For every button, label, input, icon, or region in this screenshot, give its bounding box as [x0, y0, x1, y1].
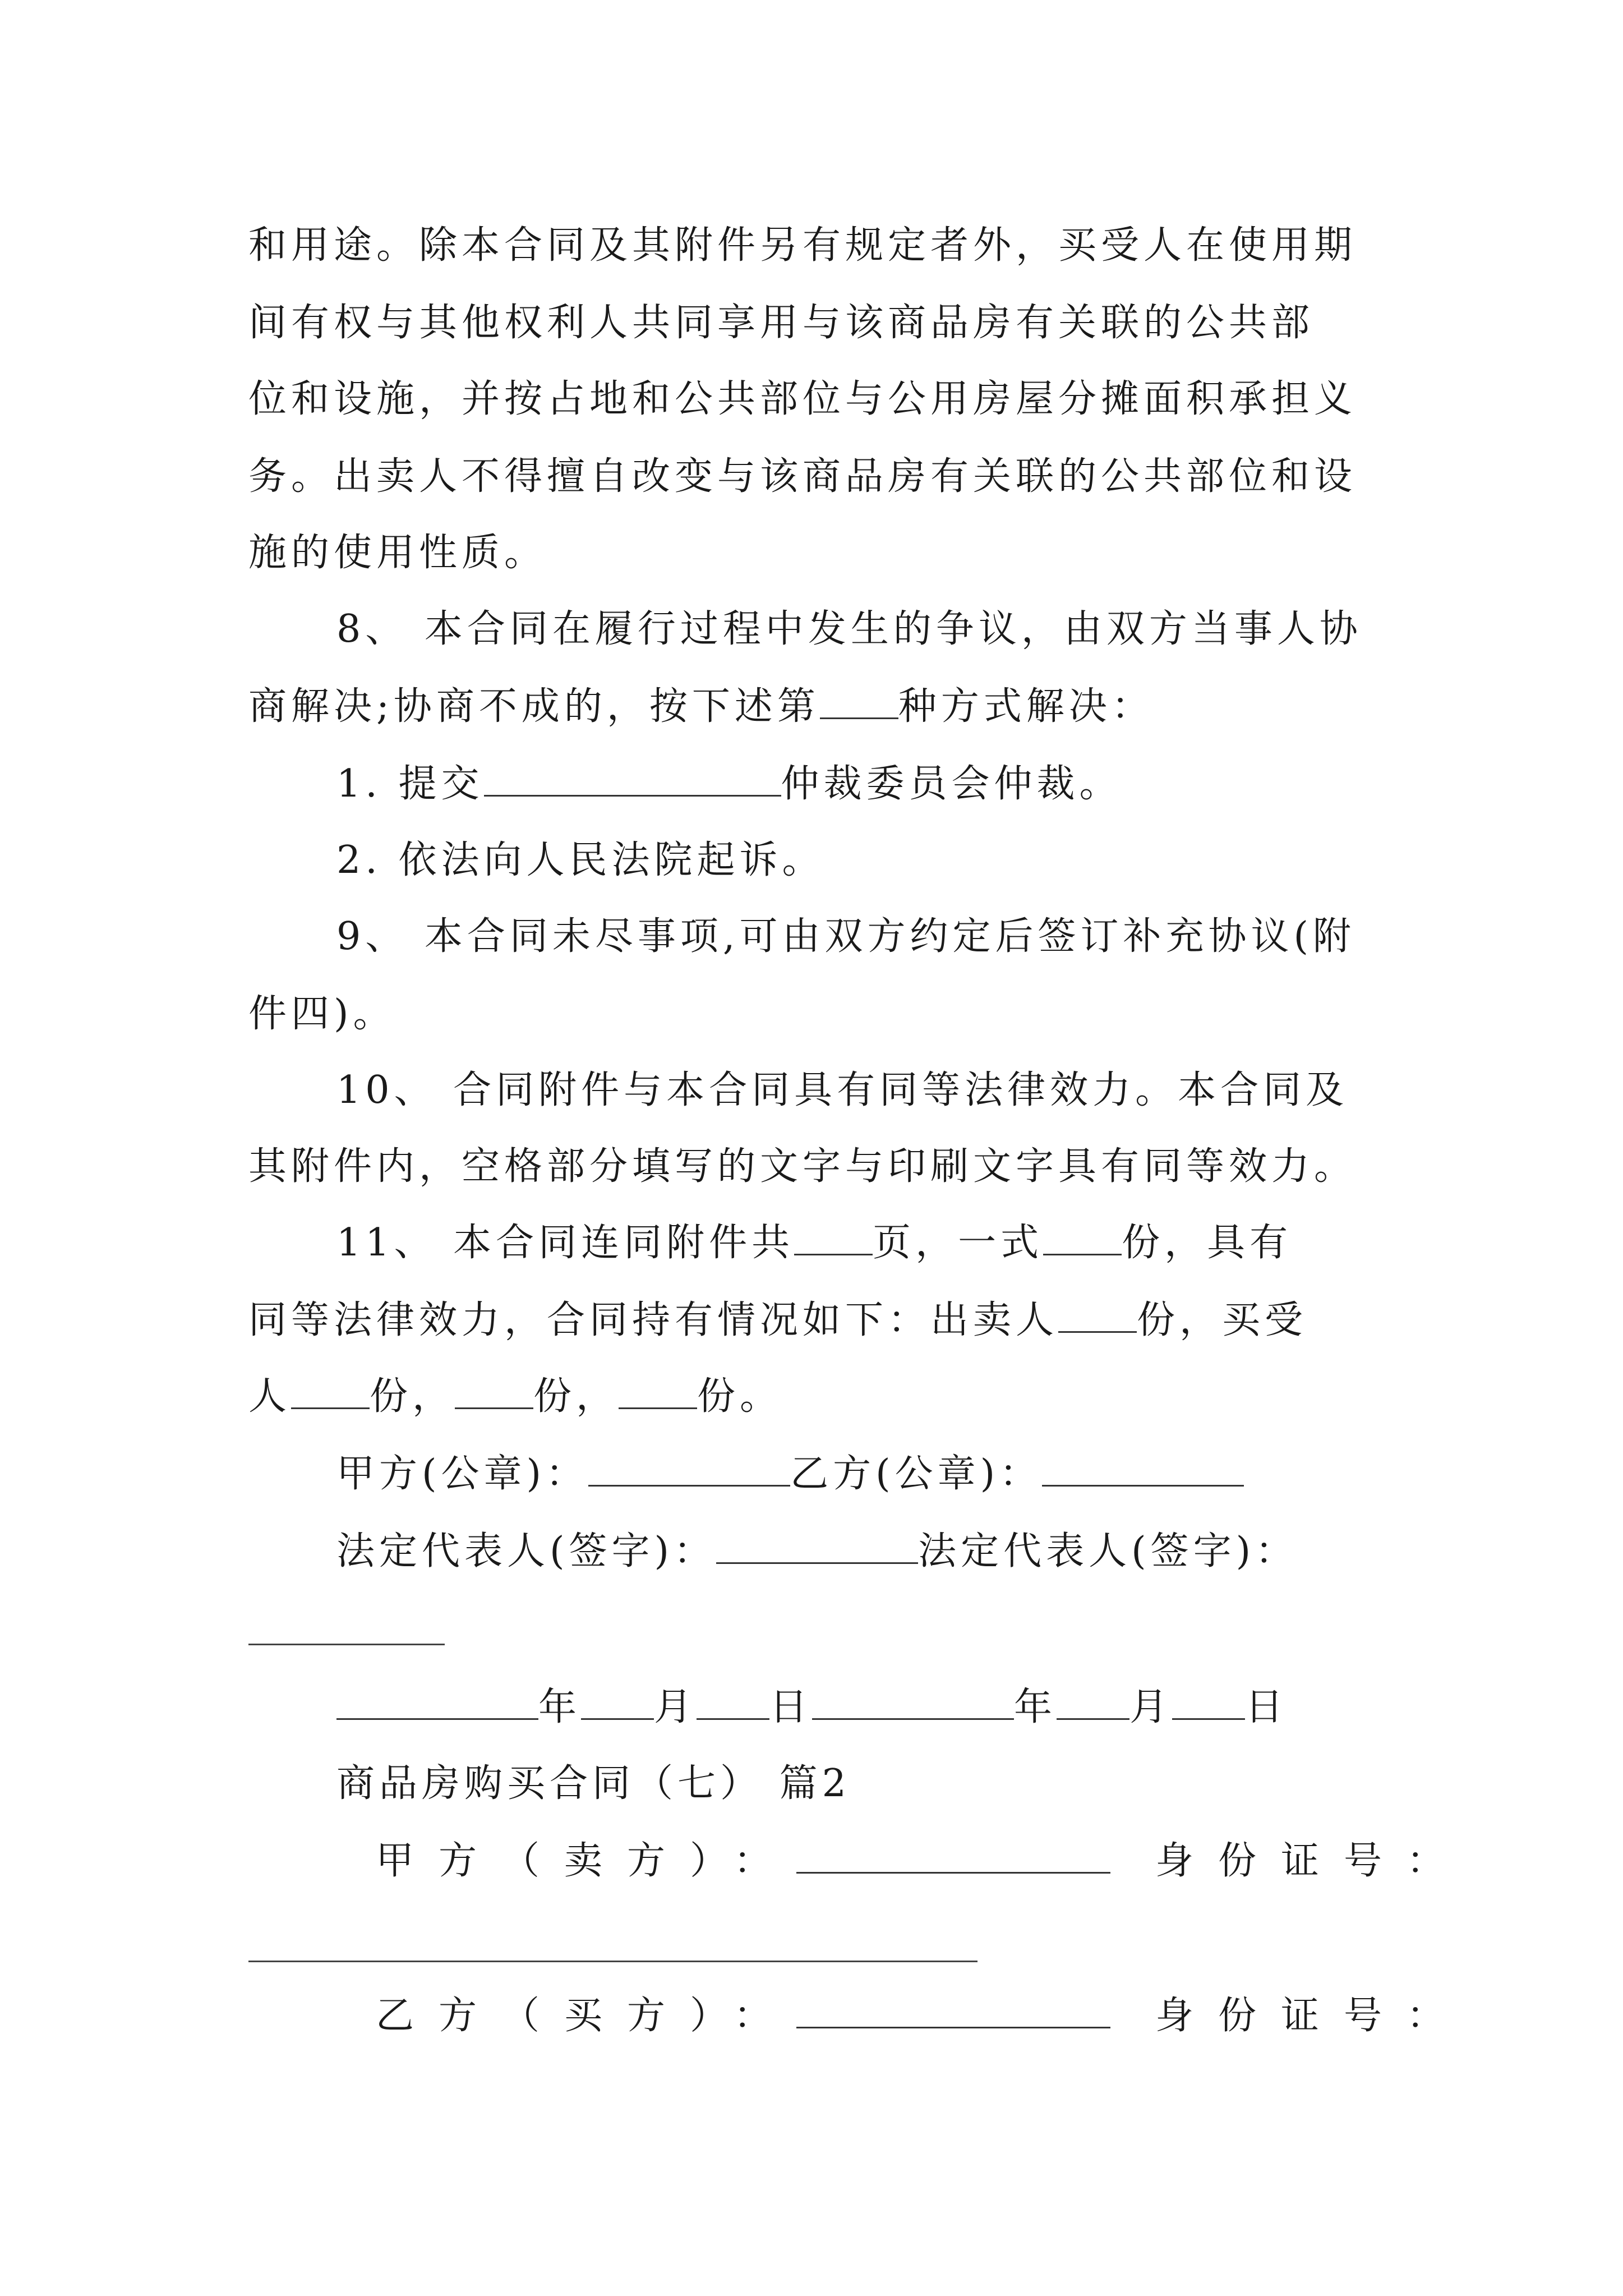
signature-line — [336, 1529, 1298, 1574]
party-b-line — [376, 1994, 1469, 2039]
clause-9-line: 9、 本合同未尽事项,可由双方约定后签订补充协议(附 — [336, 914, 1356, 959]
day-label: 日 — [1245, 1685, 1288, 1729]
id-number-label: 身份证号： — [1155, 1994, 1470, 2038]
text-segment: 份。 — [697, 1374, 783, 1419]
text-segment: 份，具有 — [1122, 1221, 1293, 1265]
party-b-seal-blank[interactable] — [1042, 1452, 1244, 1487]
month-label: 月 — [654, 1685, 697, 1729]
clause-8-line: 8、 本合同在履行过程中发生的争议，由双方当事人协 — [336, 607, 1362, 651]
text-segment: 商解决;协商不成的，按下述第 — [248, 684, 820, 729]
signature-continuation-blank[interactable] — [248, 1644, 445, 1645]
paragraph-line: 间有权与其他权利人共同享用与该商品房有关联的公共部 — [248, 301, 1315, 345]
text-segment: 种方式解决： — [898, 684, 1154, 729]
party-a-rep-label: 法定代表人(签字)： — [336, 1529, 717, 1573]
seal-line — [336, 1452, 1244, 1497]
clause-9-line: 件四)。 — [248, 992, 396, 1036]
paragraph-line: 位和设施，并按占地和公共部位与公用房屋分摊面积承担义 — [248, 377, 1357, 421]
party-b-seal-label: 乙方(公章)： — [790, 1452, 1043, 1496]
party-a-line — [376, 1839, 1469, 1884]
year-blank[interactable] — [336, 1686, 538, 1720]
fill-blank[interactable] — [820, 685, 898, 719]
month-blank[interactable] — [1057, 1686, 1129, 1720]
party-a-seal-label: 甲方(公章)： — [336, 1452, 589, 1496]
paragraph-line: 施的使用性质。 — [248, 531, 547, 575]
clause-11-line — [248, 1374, 782, 1419]
party-a-label: 甲方（卖方）： — [376, 1839, 797, 1883]
text-segment: 人 — [248, 1374, 292, 1419]
fill-blank[interactable] — [455, 1375, 533, 1409]
text-segment: 仲裁委员会仲裁。 — [781, 762, 1122, 806]
fill-blank[interactable] — [484, 762, 781, 797]
text-segment: 11、 本合同连同附件共 — [336, 1221, 795, 1265]
fill-blank[interactable] — [1058, 1299, 1137, 1333]
month-blank[interactable] — [581, 1686, 654, 1720]
party-a-rep-blank[interactable] — [716, 1530, 918, 1564]
party-b-label: 乙方（买方）： — [376, 1994, 797, 2038]
party-b-name-blank[interactable] — [796, 1994, 1110, 2028]
clause-10-line: 10、 合同附件与本合同具有同等法律效力。本合同及 — [336, 1068, 1349, 1112]
paragraph-line: 和用途。除本合同及其附件另有规定者外，买受人在使用期 — [248, 223, 1357, 268]
option-1-line — [336, 762, 1122, 807]
party-a-id-blank[interactable] — [248, 1961, 978, 1962]
text-segment: 份， — [370, 1374, 455, 1419]
year-label: 年 — [1014, 1685, 1057, 1729]
clause-11-line — [248, 1298, 1307, 1343]
year-blank[interactable] — [812, 1686, 1014, 1720]
clause-11-line — [336, 1221, 1292, 1266]
paragraph-line: 务。出卖人不得擅自改变与该商品房有关联的公共部位和设 — [248, 454, 1357, 499]
fill-blank[interactable] — [619, 1375, 697, 1409]
option-2-line: 2. 依法向人民法院起诉。 — [336, 838, 825, 882]
day-blank[interactable] — [697, 1686, 769, 1720]
text-segment: 同等法律效力，合同持有情况如下：出卖人 — [248, 1298, 1059, 1342]
party-a-seal-blank[interactable] — [588, 1452, 790, 1487]
text-segment: 页，一式 — [873, 1221, 1044, 1265]
section-title: 商品房购买合同（七） 篇2 — [336, 1761, 851, 1806]
month-label: 月 — [1129, 1685, 1173, 1729]
id-number-label: 身份证号： — [1155, 1839, 1470, 1883]
fill-blank[interactable] — [794, 1221, 873, 1255]
day-label: 日 — [769, 1685, 813, 1729]
text-segment: 份，买受 — [1137, 1298, 1308, 1342]
day-blank[interactable] — [1172, 1686, 1245, 1720]
year-label: 年 — [538, 1685, 582, 1729]
fill-blank[interactable] — [1043, 1221, 1122, 1255]
clause-10-line: 其附件内，空格部分填写的文字与印刷文字具有同等效力。 — [248, 1144, 1357, 1189]
clause-8-line — [248, 684, 1154, 729]
text-segment: 份， — [533, 1374, 619, 1419]
date-line — [336, 1685, 1288, 1730]
fill-blank[interactable] — [291, 1375, 370, 1409]
party-b-rep-label: 法定代表人(签字)： — [918, 1529, 1298, 1573]
party-a-name-blank[interactable] — [796, 1839, 1110, 1874]
text-segment: 1. 提交 — [336, 762, 484, 806]
